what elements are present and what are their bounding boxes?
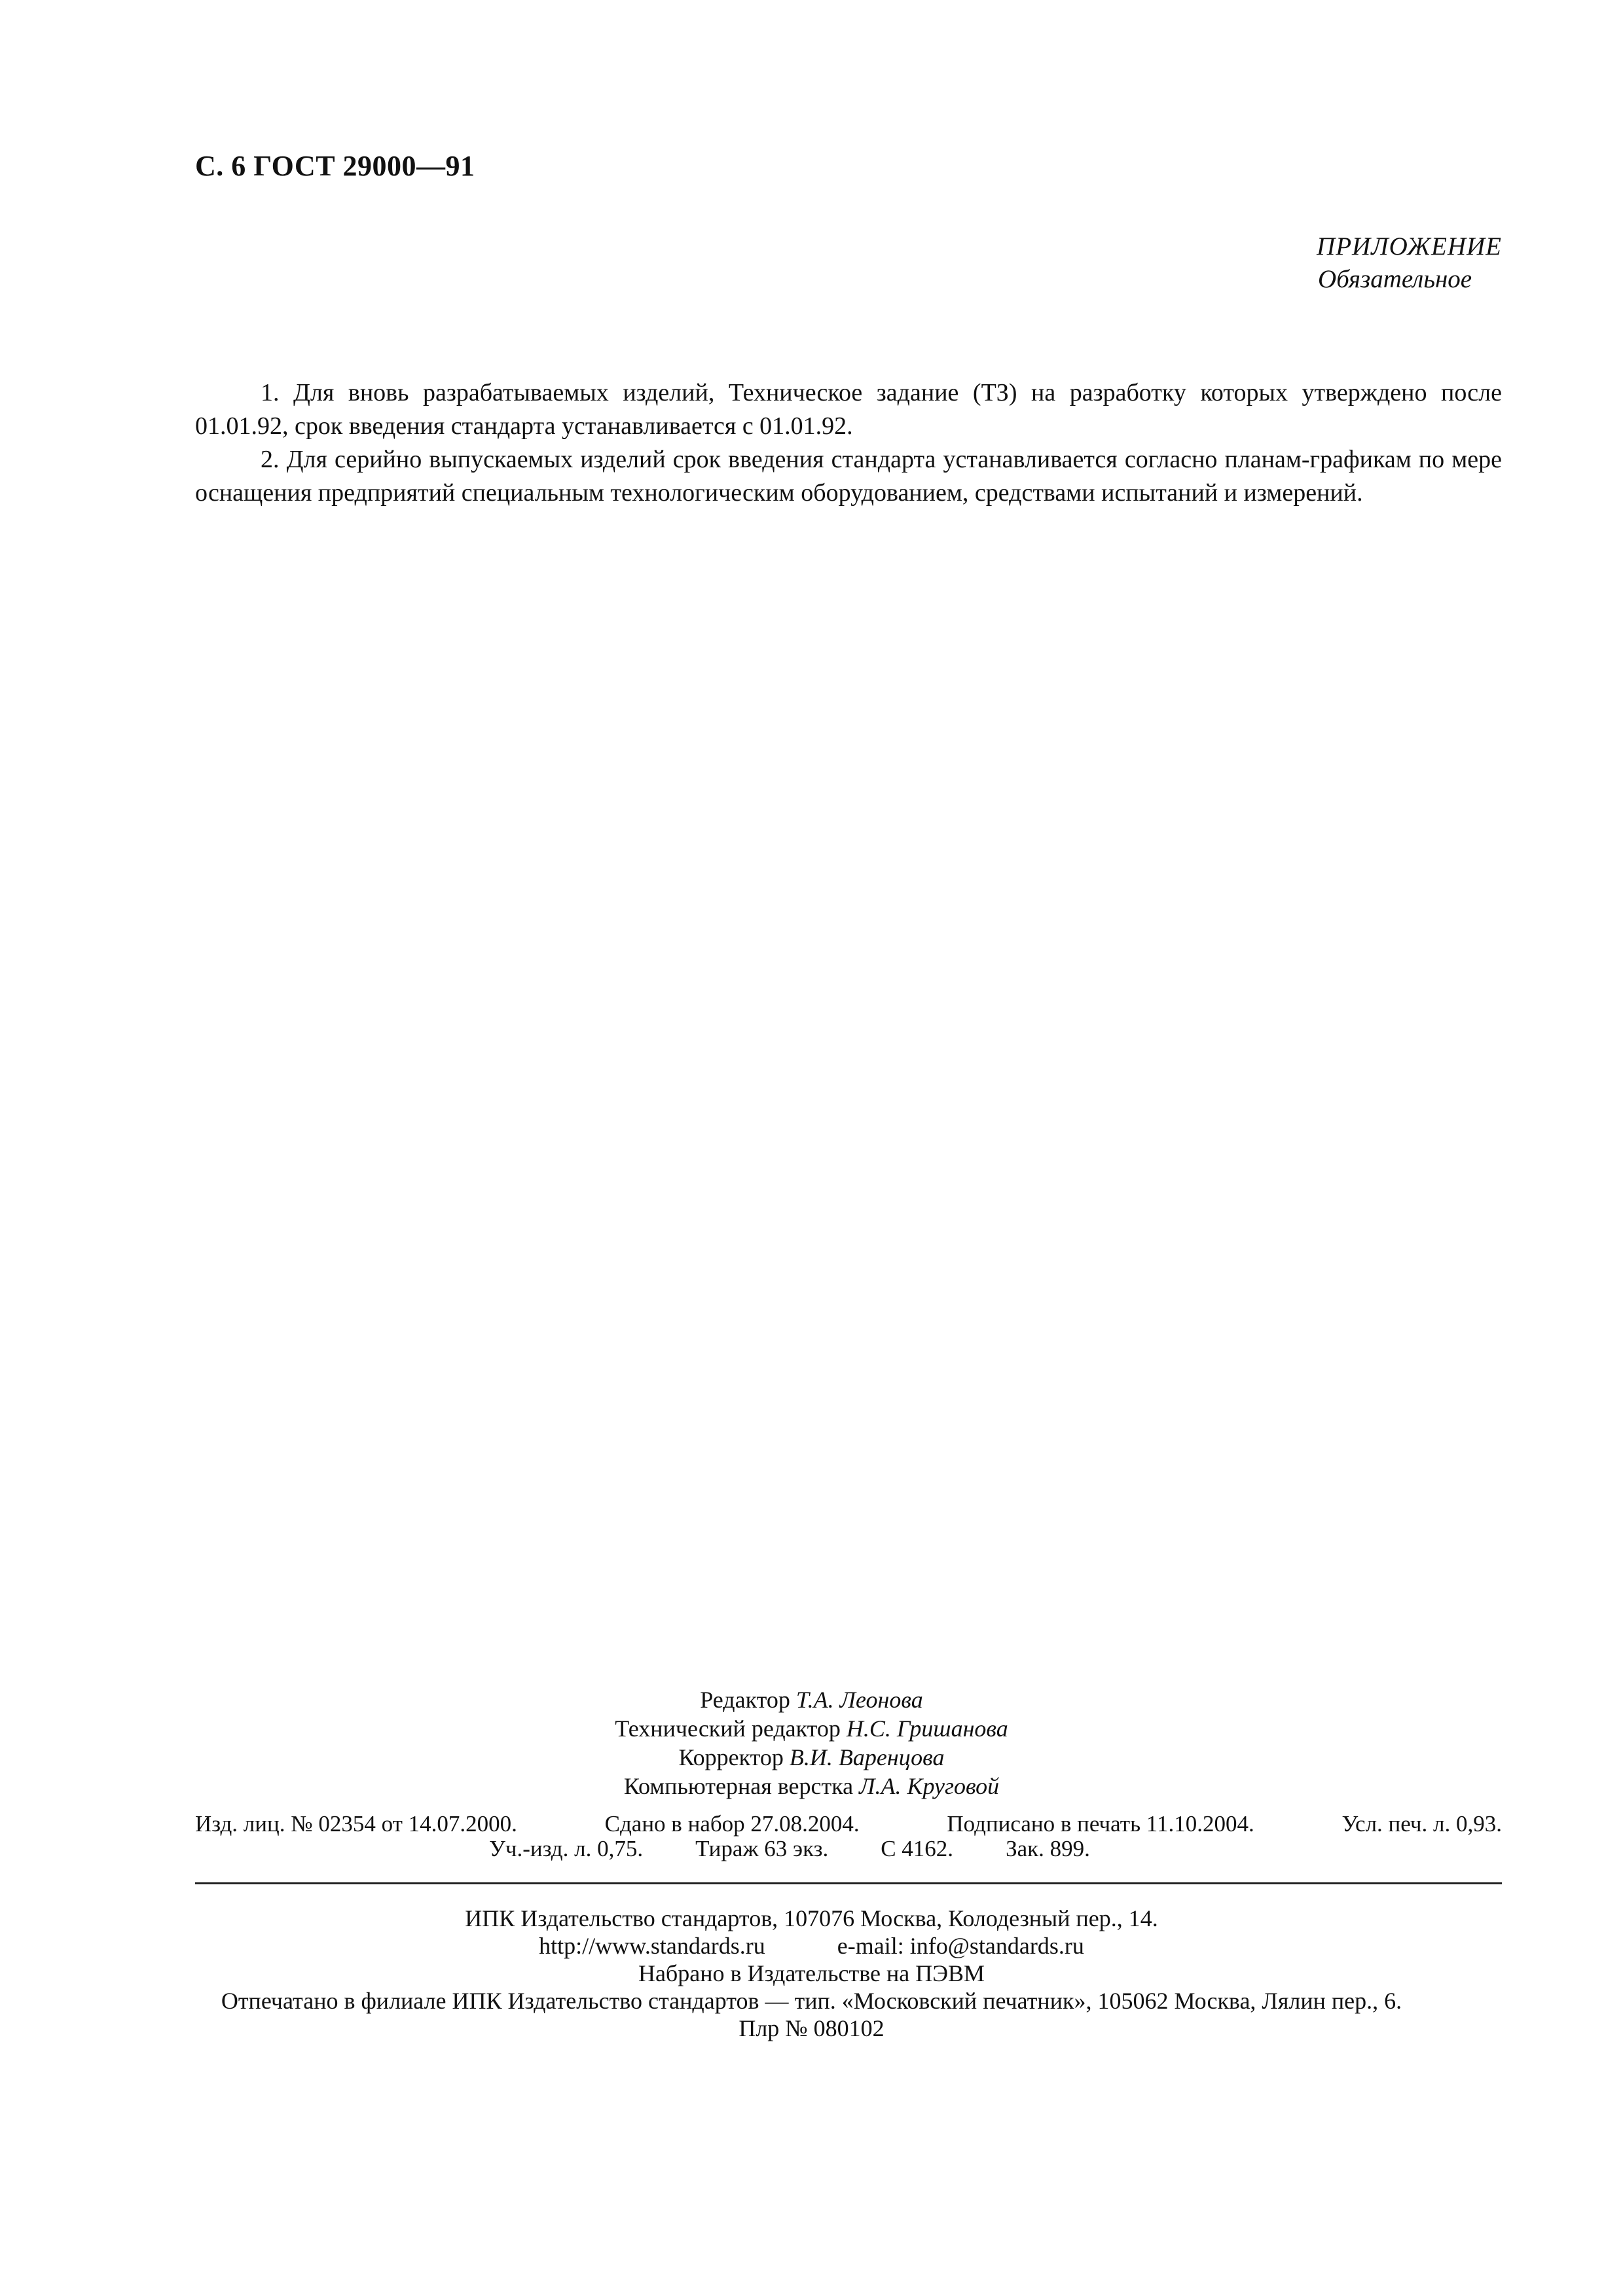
credit-role: Редактор <box>700 1687 790 1713</box>
credit-name: Т.А. Леонова <box>795 1687 923 1713</box>
imprint-print-sheets: Усл. печ. л. 0,93. <box>1341 1811 1502 1837</box>
publisher-address: ИПК Издательство стандартов, 107076 Москва, Колодезный пер., 14. <box>465 1905 1158 1931</box>
publisher-website-link[interactable]: http://www.standards.ru <box>539 1933 765 1959</box>
credit-layout <box>0 1772 1623 1801</box>
divider-line <box>195 1882 1502 1884</box>
appendix-body <box>195 376 1502 510</box>
imprint-row-2 <box>195 1837 1502 1861</box>
imprint-block <box>195 1812 1502 1861</box>
credit-role: Корректор <box>678 1744 784 1770</box>
appendix-heading <box>1317 230 1502 296</box>
credit-role: Компьютерная верстка <box>623 1773 854 1799</box>
imprint-row-1 <box>195 1812 1502 1837</box>
imprint-order: Зак. 899. <box>1006 1836 1090 1861</box>
credit-proofreader <box>0 1743 1623 1772</box>
publisher-email-link[interactable]: e-mail: info@standards.ru <box>837 1933 1084 1959</box>
page-title: С. 6 ГОСТ 29000—91 <box>195 150 475 182</box>
publisher-block <box>0 1905 1623 2042</box>
credit-editor <box>0 1685 1623 1714</box>
imprint-submitted: Сдано в набор 27.08.2004. <box>604 1811 860 1837</box>
credit-role: Технический редактор <box>615 1715 841 1742</box>
publisher-license: Плр № 080102 <box>739 2015 884 2041</box>
imprint-circulation: Тираж 63 экз. <box>695 1836 829 1861</box>
publisher-printed: Отпечатано в филиале ИПК Издательство стандартов — тип. «Московский печатник», 105062 Москва, Лялин пер., 6. <box>221 1988 1402 2014</box>
credit-name: Л.А. Круговой <box>859 1773 1000 1799</box>
imprint-code: С 4162. <box>881 1836 954 1861</box>
appendix-title: ПРИЛОЖЕНИЕ <box>1317 232 1502 260</box>
paragraph-2: 2. Для серийно выпускаемых изделий срок введения стандарта устанавливается согласно планам-графикам по мере оснащения предприятий специальным технологическим оборудованием, средствами испытаний и измерений. <box>195 446 1502 507</box>
imprint-signed: Подписано в печать 11.10.2004. <box>947 1811 1254 1837</box>
credit-name: В.И. Варенцова <box>789 1744 945 1770</box>
credit-name: Н.С. Гришанова <box>846 1715 1008 1742</box>
credits-block <box>0 1685 1623 1801</box>
imprint-publisher-sheets: Уч.-изд. л. 0,75. <box>489 1836 644 1861</box>
publisher-contacts <box>0 1932 1623 1960</box>
imprint-license: Изд. лиц. № 02354 от 14.07.2000. <box>195 1811 517 1837</box>
paragraph-1: 1. Для вновь разрабатываемых изделий, Техническое задание (ТЗ) на разработку которых утверждено после 01.01.92, срок введения стандарта устанавливается с 01.01.92. <box>195 379 1502 440</box>
credit-technical-editor <box>0 1714 1623 1743</box>
publisher-typeset: Набрано в Издательстве на ПЭВМ <box>638 1960 985 1986</box>
appendix-subtitle: Обязательное <box>1318 265 1472 293</box>
